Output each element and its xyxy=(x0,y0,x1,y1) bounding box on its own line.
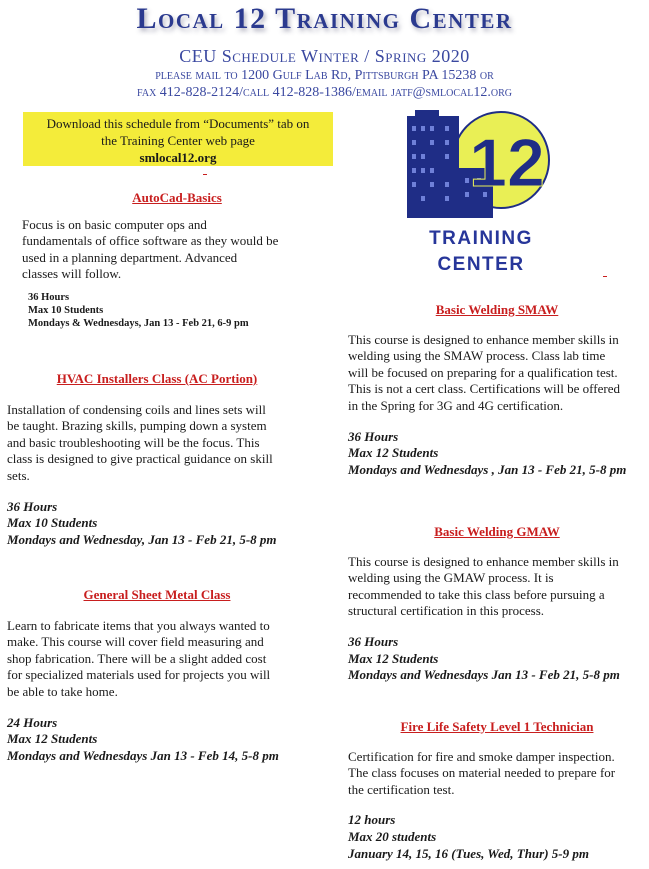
training-center-logo xyxy=(405,108,565,276)
course-hours: 36 Hours xyxy=(7,498,58,514)
download-line-2: the Training Center web page xyxy=(101,133,255,148)
course-desc-line: for specialized materials used for projects you will xyxy=(7,667,271,683)
course-max: Max 12 Students xyxy=(348,650,439,666)
course-title: Basic Welding GMAW xyxy=(434,524,560,539)
download-url[interactable]: smlocal12.org xyxy=(139,150,217,165)
course-title: AutoCad-Basics xyxy=(132,190,222,205)
course-desc-line: welding using the GMAW process. It is xyxy=(348,570,554,586)
red-mark xyxy=(603,276,607,277)
course-desc-line: classes will follow. xyxy=(22,266,122,282)
course-hours: 36 Hours xyxy=(348,633,399,649)
logo-text-center: CENTER xyxy=(437,254,525,275)
page-title: Local 12 Training Center xyxy=(136,2,513,35)
course-desc-line: and basic troubleshooting will be the focus. This xyxy=(7,434,260,450)
course-schedule: Mondays and Wednesdays Jan 13 - Feb 21, 5-8 pm xyxy=(348,667,620,683)
course-hvac xyxy=(7,371,307,548)
course-schedule: Mondays & Wednesdays, Jan 13 - Feb 21, 6-9 pm xyxy=(28,317,249,329)
course-hours: 36 Hours xyxy=(28,291,70,303)
logo-number: 12 xyxy=(469,125,545,201)
course-desc-line: shop fabrication. There will be a slight added cost xyxy=(7,650,267,666)
course-desc-line: fundamentals of office software as they would be xyxy=(22,233,279,249)
course-schedule: January 14, 15, 16 (Tues, Wed, Thur) 5-9 pm xyxy=(348,845,589,861)
course-desc-line: in the Spring for 3G and 4G certification. xyxy=(348,397,564,413)
course-fire-life-safety xyxy=(348,719,646,862)
logo-text-training: TRAINING xyxy=(429,228,533,249)
course-desc-line: This course is designed to enhance member skills in xyxy=(348,553,619,569)
logo-building xyxy=(407,116,459,218)
download-note xyxy=(23,112,333,166)
course-autocad xyxy=(22,190,332,330)
course-desc-line: This is not a cert class. Certifications will be offered xyxy=(348,381,620,397)
course-desc-line: class is designed to give practical guidance on skill xyxy=(7,451,273,467)
course-desc-line: The class focuses on material needed to prepare for xyxy=(348,765,616,781)
course-desc-line: be taught. Brazing skills, pumping down a system xyxy=(7,418,267,434)
course-welding-smaw xyxy=(348,302,646,478)
course-desc-line: welding using the SMAW process. Class lab time xyxy=(348,348,606,364)
red-mark xyxy=(203,174,207,175)
course-sheet-metal xyxy=(7,587,307,764)
course-schedule: Mondays and Wednesdays , Jan 13 - Feb 21, 5-8 pm xyxy=(348,461,627,477)
course-title: Basic Welding SMAW xyxy=(435,302,559,317)
course-max: Max 12 Students xyxy=(7,731,98,747)
course-desc-line: Certification for fire and smoke damper inspection. xyxy=(348,748,615,764)
course-desc-line: the certification test. xyxy=(348,781,455,797)
course-desc-line: will be focused on preparing for a qualification test. xyxy=(348,364,618,380)
course-hours: 12 hours xyxy=(348,812,396,828)
course-hours: 24 Hours xyxy=(7,714,58,730)
course-desc-line: recommended to take this class before pursuing a xyxy=(348,586,605,602)
contact-line-1: please mail to 1200 Gulf Lab Rd, Pittsburgh PA 15238 or xyxy=(155,68,494,83)
course-desc-line: make. This course will cover field measuring and xyxy=(7,634,264,650)
course-desc-line: used in a planning department. Advanced xyxy=(22,249,238,265)
course-desc-line: Learn to fabricate items that you always wanted to xyxy=(7,617,270,633)
course-max: Max 12 Students xyxy=(348,445,439,461)
course-title: General Sheet Metal Class xyxy=(83,587,231,602)
course-schedule: Mondays and Wednesdays Jan 13 - Feb 14, 5-8 pm xyxy=(7,747,279,763)
course-desc-line: structural certification in this process. xyxy=(348,603,545,619)
course-max: Max 10 Students xyxy=(28,304,104,316)
course-title: HVAC Installers Class (AC Portion) xyxy=(56,371,258,386)
course-hours: 36 Hours xyxy=(348,428,399,444)
course-desc-line: Focus is on basic computer ops and xyxy=(22,216,207,232)
contact-line-2: fax 412-828-2124/call 412-828-1386/email jatf@smlocal12.org xyxy=(137,85,512,100)
contact-info xyxy=(0,67,649,101)
course-max: Max 20 students xyxy=(348,828,437,844)
download-line-1: Download this schedule from “Documents” tab on xyxy=(46,116,310,131)
course-title: Fire Life Safety Level 1 Technician xyxy=(400,719,594,734)
course-desc-line: Installation of condensing coils and lines sets will xyxy=(7,401,266,417)
logo-graphic xyxy=(405,108,565,276)
course-schedule: Mondays and Wednesday, Jan 13 - Feb 21, 5-8 pm xyxy=(7,531,277,547)
course-desc-line: This course is designed to enhance member skills in xyxy=(348,331,619,347)
course-welding-gmaw xyxy=(348,524,646,684)
page-subtitle: CEU Schedule Winter / Spring 2020 xyxy=(179,46,470,66)
course-max: Max 10 Students xyxy=(7,515,98,531)
course-desc-line: be able to take home. xyxy=(7,683,118,699)
course-desc-line: sets. xyxy=(7,467,30,483)
